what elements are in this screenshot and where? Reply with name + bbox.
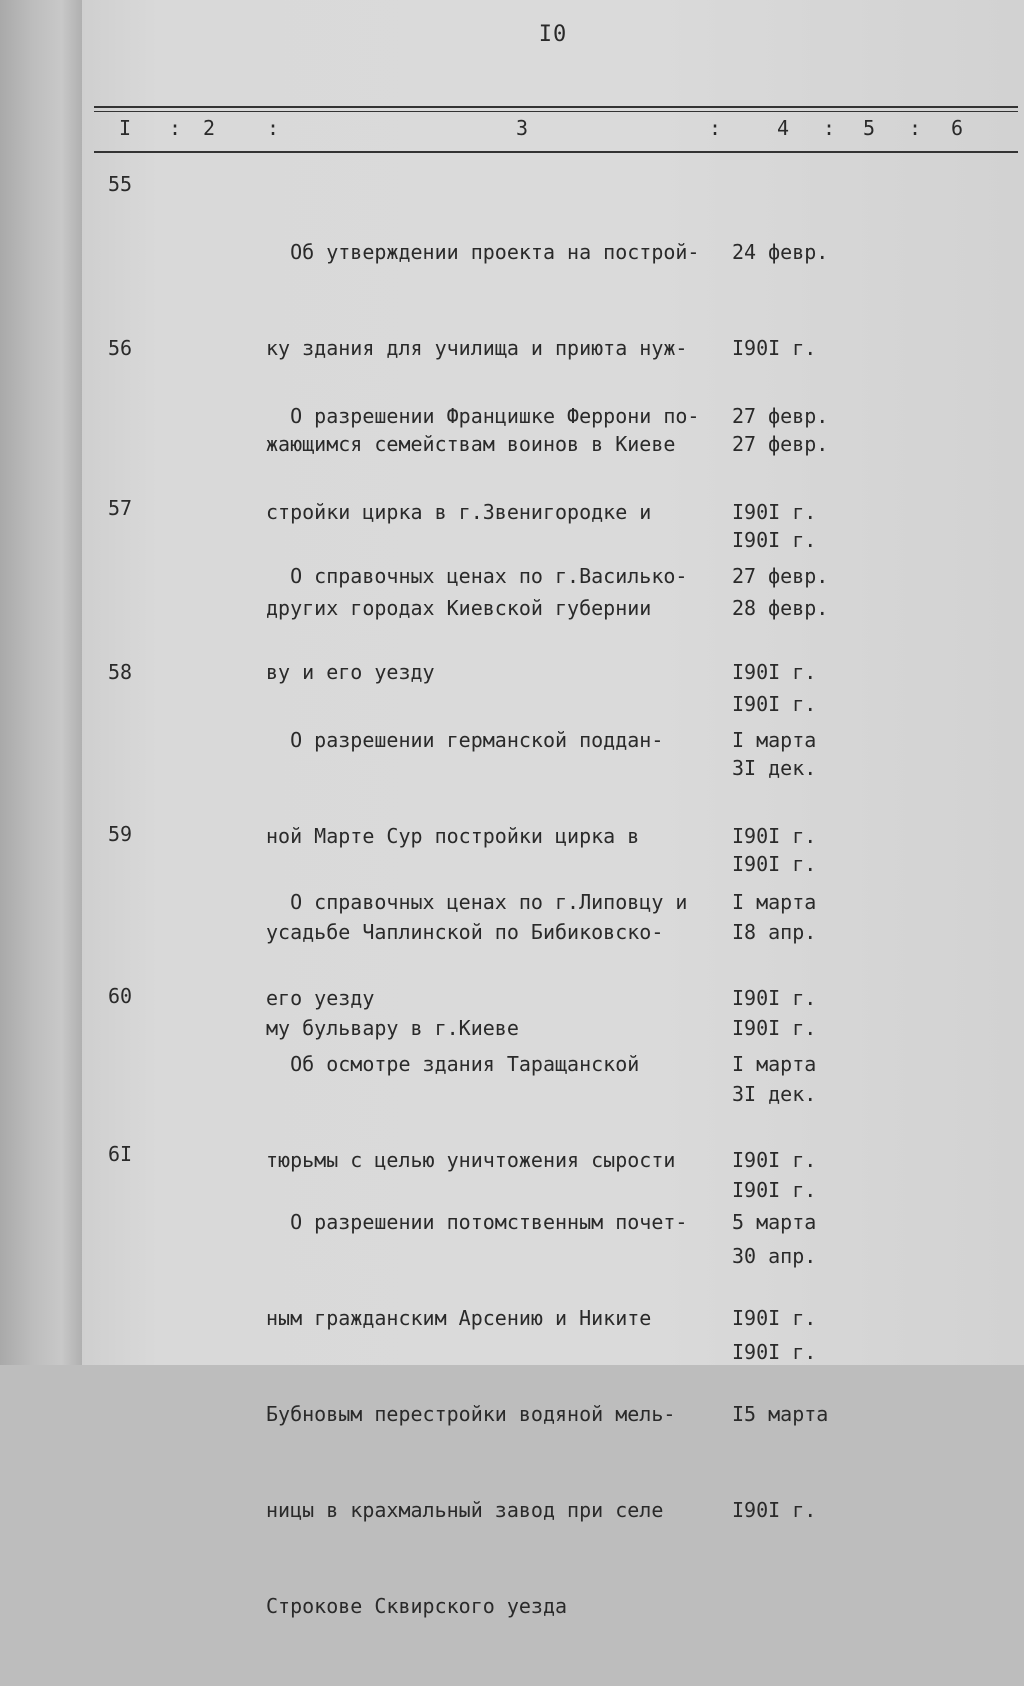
description-line: О справочных ценах по г.Василько-	[266, 564, 688, 588]
description-line: ку здания для училища и приюта нуж-	[266, 336, 688, 360]
description-line: усадьбе Чаплинской по Бибиковско-	[266, 920, 664, 944]
date-line: 27 февр.	[732, 432, 829, 456]
description-line: О разрешении потомственным почет-	[266, 1210, 688, 1234]
description-line: Бубновым перестройки водяной мель-	[266, 1402, 676, 1426]
column-header-5: 5	[862, 116, 876, 140]
description-line: ной Марте Сур постройки цирка в	[266, 824, 640, 848]
description-line: О справочных ценах по г.Липовцу и	[266, 890, 688, 914]
description-line: ницы в крахмальный завод при селе	[266, 1498, 664, 1522]
column-header-4: 4	[776, 116, 790, 140]
date-line: 3I дек.	[732, 1082, 817, 1106]
column-header-6: 6	[950, 116, 964, 140]
date-line: 27 февр.	[732, 404, 829, 428]
date-line: 24 февр.	[732, 240, 829, 264]
entry-dates	[732, 1142, 862, 1590]
date-line: 27 февр.	[732, 564, 829, 588]
date-line: 5 марта	[732, 1210, 817, 1234]
date-line: I8 апр.	[732, 920, 817, 944]
date-line: I90I г.	[732, 1016, 817, 1040]
description-line: его уезду	[266, 986, 375, 1010]
date-line: I90I г.	[732, 528, 817, 552]
header-rule-top-thin	[94, 111, 1018, 112]
description-line: ным гражданским Арсению и Никите	[266, 1306, 652, 1330]
date-line: I90I г.	[732, 1498, 817, 1522]
date-line: I90I г.	[732, 824, 817, 848]
column-header-3: 3	[515, 116, 529, 140]
description-line: ву и его уезду	[266, 660, 435, 684]
date-line: 30 апр.	[732, 1244, 817, 1268]
date-line: I90I г.	[732, 1306, 817, 1330]
date-line: I90I г.	[732, 660, 817, 684]
date-line: I90I г.	[732, 500, 817, 524]
entry-description	[266, 1142, 736, 1686]
date-line: I90I г.	[732, 1178, 817, 1202]
description-line: О разрешении германской поддан-	[266, 728, 664, 752]
description-line: Об утверждении проекта на построй-	[266, 240, 700, 264]
date-line: I90I г.	[732, 1148, 817, 1172]
date-line: I90I г.	[732, 692, 817, 716]
date-line: I90I г.	[732, 336, 817, 360]
document-page	[82, 0, 1024, 1618]
description-line: жающимся семействам воинов в Киеве	[266, 432, 676, 456]
description-line: стройки цирка в г.Звенигородке и	[266, 500, 652, 524]
date-line: I90I г.	[732, 1340, 817, 1364]
column-separator: :	[908, 116, 922, 140]
description-line: му бульвару в г.Киеве	[266, 1016, 519, 1040]
description-line: других городах Киевской губернии	[266, 596, 652, 620]
date-line: I90I г.	[732, 986, 817, 1010]
date-line: I марта	[732, 890, 817, 914]
date-line: I5 марта	[732, 1402, 829, 1426]
column-separator: :	[266, 116, 280, 140]
entry-number: 58	[108, 660, 133, 684]
date-line: I марта	[732, 1052, 817, 1076]
entry-number: 55	[108, 172, 133, 196]
entry-number: 56	[108, 336, 133, 360]
column-separator: :	[168, 116, 182, 140]
column-separator: :	[708, 116, 722, 140]
date-line: 28 февр.	[732, 596, 829, 620]
binding-edge	[0, 0, 82, 1365]
column-header-1: I	[118, 116, 132, 140]
entry-number: 60	[108, 984, 133, 1008]
page-number: I0	[538, 22, 568, 47]
entry-number: 59	[108, 822, 133, 846]
date-line: I90I г.	[732, 852, 817, 876]
description-line: О разрешении Францишке Феррони по-	[266, 404, 700, 428]
date-line: 3I дек.	[732, 756, 817, 780]
date-line: I марта	[732, 728, 817, 752]
header-rule-top	[94, 106, 1018, 108]
header-rule-bottom	[94, 151, 1018, 153]
description-line: Об осмотре здания Таращанской	[266, 1052, 640, 1076]
column-separator: :	[822, 116, 836, 140]
column-header-2: 2	[202, 116, 216, 140]
description-line: Строкове Сквирского уезда	[266, 1594, 568, 1618]
entry-number: 57	[108, 496, 133, 520]
description-line: тюрьмы с целью уничтожения сырости	[266, 1148, 676, 1172]
entry-number: 6I	[108, 1142, 133, 1166]
